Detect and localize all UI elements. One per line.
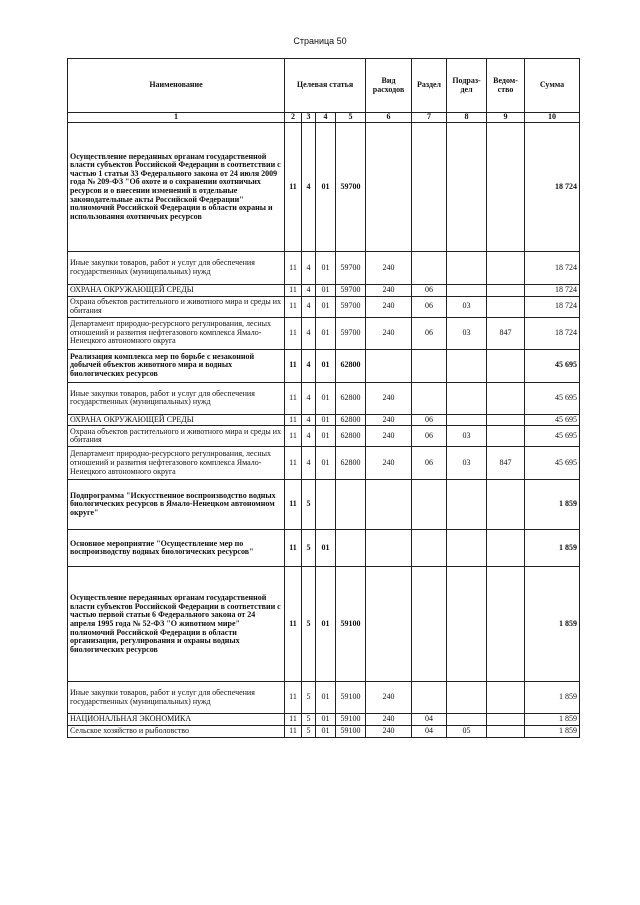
table-row xyxy=(68,382,580,414)
cell-target-part1: 11 xyxy=(285,530,302,567)
cell-name: Департамент природно-ресурсного регулирования, лесных отношений и развития нефтегазового комплекса Ямало-Ненецкого автономного округа xyxy=(68,447,285,480)
cell-amount: 1 859 xyxy=(525,480,580,530)
cell-section xyxy=(412,567,447,682)
column-number: 8 xyxy=(447,113,487,123)
cell-target-part3: 01 xyxy=(316,296,336,317)
cell-section xyxy=(412,530,447,567)
cell-target-part2: 5 xyxy=(302,714,316,726)
cell-department: 847 xyxy=(487,447,525,480)
cell-subsection: 03 xyxy=(447,426,487,447)
table-row xyxy=(68,530,580,567)
column-number: 4 xyxy=(316,113,336,123)
cell-amount: 1 859 xyxy=(525,682,580,714)
column-number: 10 xyxy=(525,113,580,123)
cell-target-part3: 01 xyxy=(316,530,336,567)
column-number: 9 xyxy=(487,113,525,123)
cell-amount: 45 695 xyxy=(525,447,580,480)
cell-section: 04 xyxy=(412,726,447,738)
cell-section: 06 xyxy=(412,317,447,349)
cell-target-code: 59700 xyxy=(336,252,366,285)
cell-name: НАЦИОНАЛЬНАЯ ЭКОНОМИКА xyxy=(68,714,285,726)
cell-target-code: 62800 xyxy=(336,447,366,480)
table-row xyxy=(68,480,580,530)
cell-target-part2: 4 xyxy=(302,123,316,252)
cell-section xyxy=(412,480,447,530)
cell-subsection xyxy=(447,414,487,426)
cell-target-part1: 11 xyxy=(285,447,302,480)
cell-department xyxy=(487,714,525,726)
table-row xyxy=(68,317,580,349)
cell-expense-type xyxy=(366,123,412,252)
cell-target-part1: 11 xyxy=(285,285,302,297)
header-target: Целевая статья xyxy=(285,59,366,113)
cell-target-code: 62800 xyxy=(336,382,366,414)
cell-target-part3: 01 xyxy=(316,317,336,349)
cell-target-part1: 11 xyxy=(285,414,302,426)
cell-subsection xyxy=(447,480,487,530)
cell-target-code: 59100 xyxy=(336,714,366,726)
cell-expense-type: 240 xyxy=(366,285,412,297)
cell-name: ОХРАНА ОКРУЖАЮЩЕЙ СРЕДЫ xyxy=(68,414,285,426)
column-number: 3 xyxy=(302,113,316,123)
cell-target-code: 62800 xyxy=(336,426,366,447)
cell-department xyxy=(487,382,525,414)
table-row xyxy=(68,567,580,682)
cell-department xyxy=(487,480,525,530)
cell-target-code xyxy=(336,530,366,567)
cell-target-part2: 5 xyxy=(302,567,316,682)
cell-amount: 1 859 xyxy=(525,567,580,682)
cell-target-part2: 4 xyxy=(302,414,316,426)
cell-expense-type: 240 xyxy=(366,726,412,738)
cell-amount: 18 724 xyxy=(525,296,580,317)
table-row xyxy=(68,349,580,382)
cell-target-part1: 11 xyxy=(285,726,302,738)
cell-expense-type xyxy=(366,480,412,530)
cell-name: ОХРАНА ОКРУЖАЮЩЕЙ СРЕДЫ xyxy=(68,285,285,297)
cell-target-part3: 01 xyxy=(316,447,336,480)
cell-amount: 1 859 xyxy=(525,726,580,738)
cell-target-part2: 4 xyxy=(302,349,316,382)
cell-target-code: 59700 xyxy=(336,296,366,317)
cell-amount: 45 695 xyxy=(525,382,580,414)
cell-target-part3: 01 xyxy=(316,349,336,382)
page-number: Страница 50 xyxy=(293,36,347,46)
header-row xyxy=(68,59,580,113)
cell-target-code: 59100 xyxy=(336,567,366,682)
cell-name: Охрана объектов растительного и животного мира и среды их обитания xyxy=(68,296,285,317)
cell-target-code xyxy=(336,480,366,530)
cell-target-code: 59100 xyxy=(336,726,366,738)
cell-expense-type: 240 xyxy=(366,296,412,317)
cell-section xyxy=(412,252,447,285)
cell-subsection xyxy=(447,285,487,297)
cell-amount: 1 859 xyxy=(525,714,580,726)
cell-target-part2: 4 xyxy=(302,382,316,414)
cell-target-part1: 11 xyxy=(285,296,302,317)
cell-department xyxy=(487,414,525,426)
cell-subsection: 05 xyxy=(447,726,487,738)
cell-amount: 18 724 xyxy=(525,123,580,252)
cell-target-part3: 01 xyxy=(316,252,336,285)
cell-department xyxy=(487,426,525,447)
cell-subsection: 03 xyxy=(447,317,487,349)
cell-name: Основное мероприятие "Осуществление мер по воспроизводству водных биологических ресурсов" xyxy=(68,530,285,567)
cell-target-part1: 11 xyxy=(285,252,302,285)
header-section: Раздел xyxy=(412,59,447,113)
cell-target-part2: 4 xyxy=(302,285,316,297)
cell-target-part3: 01 xyxy=(316,567,336,682)
cell-expense-type: 240 xyxy=(366,382,412,414)
cell-section: 04 xyxy=(412,714,447,726)
cell-department xyxy=(487,682,525,714)
column-number-row xyxy=(68,113,580,123)
cell-subsection xyxy=(447,530,487,567)
column-number: 6 xyxy=(366,113,412,123)
cell-amount: 45 695 xyxy=(525,414,580,426)
budget-table xyxy=(67,58,580,738)
cell-target-part1: 11 xyxy=(285,567,302,682)
cell-department xyxy=(487,252,525,285)
cell-target-part3: 01 xyxy=(316,714,336,726)
cell-target-part2: 4 xyxy=(302,296,316,317)
cell-expense-type: 240 xyxy=(366,252,412,285)
cell-target-code: 62800 xyxy=(336,414,366,426)
header-subsection: Подраз- дел xyxy=(447,59,487,113)
cell-name: Департамент природно-ресурсного регулирования, лесных отношений и развития нефтегазового комплекса Ямало-Ненецкого автономного округа xyxy=(68,317,285,349)
cell-department xyxy=(487,567,525,682)
cell-amount: 18 724 xyxy=(525,252,580,285)
header-expense-type: Вид расходов xyxy=(366,59,412,113)
cell-amount: 45 695 xyxy=(525,426,580,447)
cell-expense-type: 240 xyxy=(366,317,412,349)
cell-subsection xyxy=(447,252,487,285)
cell-subsection xyxy=(447,382,487,414)
cell-target-code: 59700 xyxy=(336,285,366,297)
cell-target-part3 xyxy=(316,480,336,530)
cell-target-part2: 5 xyxy=(302,682,316,714)
cell-subsection xyxy=(447,714,487,726)
cell-target-code: 62800 xyxy=(336,349,366,382)
table-row xyxy=(68,726,580,738)
column-number: 2 xyxy=(285,113,302,123)
cell-expense-type: 240 xyxy=(366,426,412,447)
cell-name: Охрана объектов растительного и животного мира и среды их обитания xyxy=(68,426,285,447)
cell-target-part3: 01 xyxy=(316,382,336,414)
cell-name: Осуществление переданных органам государственной власти субъектов Российской Федерации в соответствии с частью 1 статьи 33 Федерального закона от 24 июля 2009 года № 209-ФЗ "Об охоте и о сохранении охотничьих ресурсов и о внесении изменений в отдельные законодательные акты Российской Федерации" полномочий Российской Федерации в области охраны и использования охотничьих ресурсов xyxy=(68,123,285,252)
cell-target-part2: 4 xyxy=(302,447,316,480)
cell-target-code: 59100 xyxy=(336,682,366,714)
cell-expense-type: 240 xyxy=(366,447,412,480)
table-row xyxy=(68,123,580,252)
table-row xyxy=(68,447,580,480)
cell-name: Иные закупки товаров, работ и услуг для обеспечения государственных (муниципальных) нужд xyxy=(68,382,285,414)
cell-section: 06 xyxy=(412,426,447,447)
cell-expense-type: 240 xyxy=(366,682,412,714)
table-row xyxy=(68,426,580,447)
cell-expense-type xyxy=(366,567,412,682)
cell-target-part3: 01 xyxy=(316,285,336,297)
cell-target-part2: 5 xyxy=(302,530,316,567)
cell-target-part3: 01 xyxy=(316,426,336,447)
table-row xyxy=(68,285,580,297)
cell-section: 06 xyxy=(412,447,447,480)
cell-target-part2: 5 xyxy=(302,726,316,738)
cell-subsection xyxy=(447,123,487,252)
cell-department: 847 xyxy=(487,317,525,349)
cell-section xyxy=(412,123,447,252)
cell-target-part1: 11 xyxy=(285,714,302,726)
cell-department xyxy=(487,349,525,382)
cell-target-code: 59700 xyxy=(336,123,366,252)
cell-expense-type xyxy=(366,349,412,382)
cell-amount: 1 859 xyxy=(525,530,580,567)
table-body xyxy=(68,123,580,738)
cell-name: Иные закупки товаров, работ и услуг для обеспечения государственных (муниципальных) нужд xyxy=(68,682,285,714)
cell-department xyxy=(487,530,525,567)
cell-department xyxy=(487,296,525,317)
cell-target-part3: 01 xyxy=(316,682,336,714)
cell-amount: 45 695 xyxy=(525,349,580,382)
cell-target-part1: 11 xyxy=(285,682,302,714)
cell-name: Осуществление переданных органам государственной власти субъектов Российской Федерации в соответствии с частью первой статьи 6 Федерального закона от 24 апреля 1995 года № 52-ФЗ "О животном мире" полномочий Российской Федерации в области организации, регулирования и охраны водных биологических ресурсов xyxy=(68,567,285,682)
table-row xyxy=(68,414,580,426)
cell-target-part1: 11 xyxy=(285,382,302,414)
cell-target-part1: 11 xyxy=(285,317,302,349)
cell-name: Сельское хозяйство и рыболовство xyxy=(68,726,285,738)
cell-name: Подпрограмма "Искусственное воспроизводство водных биологических ресурсов в Ямало-Ненецком автономном округе" xyxy=(68,480,285,530)
cell-subsection: 03 xyxy=(447,447,487,480)
column-number: 7 xyxy=(412,113,447,123)
cell-target-part3: 01 xyxy=(316,726,336,738)
cell-amount: 18 724 xyxy=(525,317,580,349)
cell-section xyxy=(412,682,447,714)
header-name: Наименование xyxy=(68,59,285,113)
column-number: 1 xyxy=(68,113,285,123)
cell-expense-type: 240 xyxy=(366,714,412,726)
table-row xyxy=(68,682,580,714)
cell-target-part1: 11 xyxy=(285,349,302,382)
header-department: Ведом- ство xyxy=(487,59,525,113)
cell-section: 06 xyxy=(412,296,447,317)
cell-target-part1: 11 xyxy=(285,480,302,530)
cell-target-part2: 5 xyxy=(302,480,316,530)
cell-section xyxy=(412,382,447,414)
cell-amount: 18 724 xyxy=(525,285,580,297)
cell-section: 06 xyxy=(412,285,447,297)
cell-expense-type: 240 xyxy=(366,414,412,426)
cell-section xyxy=(412,349,447,382)
cell-target-part2: 4 xyxy=(302,426,316,447)
cell-department xyxy=(487,726,525,738)
cell-subsection: 03 xyxy=(447,296,487,317)
cell-target-part2: 4 xyxy=(302,317,316,349)
table-row xyxy=(68,296,580,317)
table-row xyxy=(68,714,580,726)
cell-section: 06 xyxy=(412,414,447,426)
cell-target-part2: 4 xyxy=(302,252,316,285)
header-amount: Сумма xyxy=(525,59,580,113)
cell-department xyxy=(487,123,525,252)
cell-name: Реализация комплекса мер по борьбе с незаконной добычей объектов животного мира и водных биологических ресурсов xyxy=(68,349,285,382)
cell-target-part1: 11 xyxy=(285,426,302,447)
table-row xyxy=(68,252,580,285)
cell-department xyxy=(487,285,525,297)
cell-target-part3: 01 xyxy=(316,414,336,426)
cell-target-part1: 11 xyxy=(285,123,302,252)
cell-subsection xyxy=(447,567,487,682)
cell-subsection xyxy=(447,682,487,714)
cell-target-code: 59700 xyxy=(336,317,366,349)
cell-name: Иные закупки товаров, работ и услуг для обеспечения государственных (муниципальных) нужд xyxy=(68,252,285,285)
cell-expense-type xyxy=(366,530,412,567)
column-number: 5 xyxy=(336,113,366,123)
cell-subsection xyxy=(447,349,487,382)
cell-target-part3: 01 xyxy=(316,123,336,252)
